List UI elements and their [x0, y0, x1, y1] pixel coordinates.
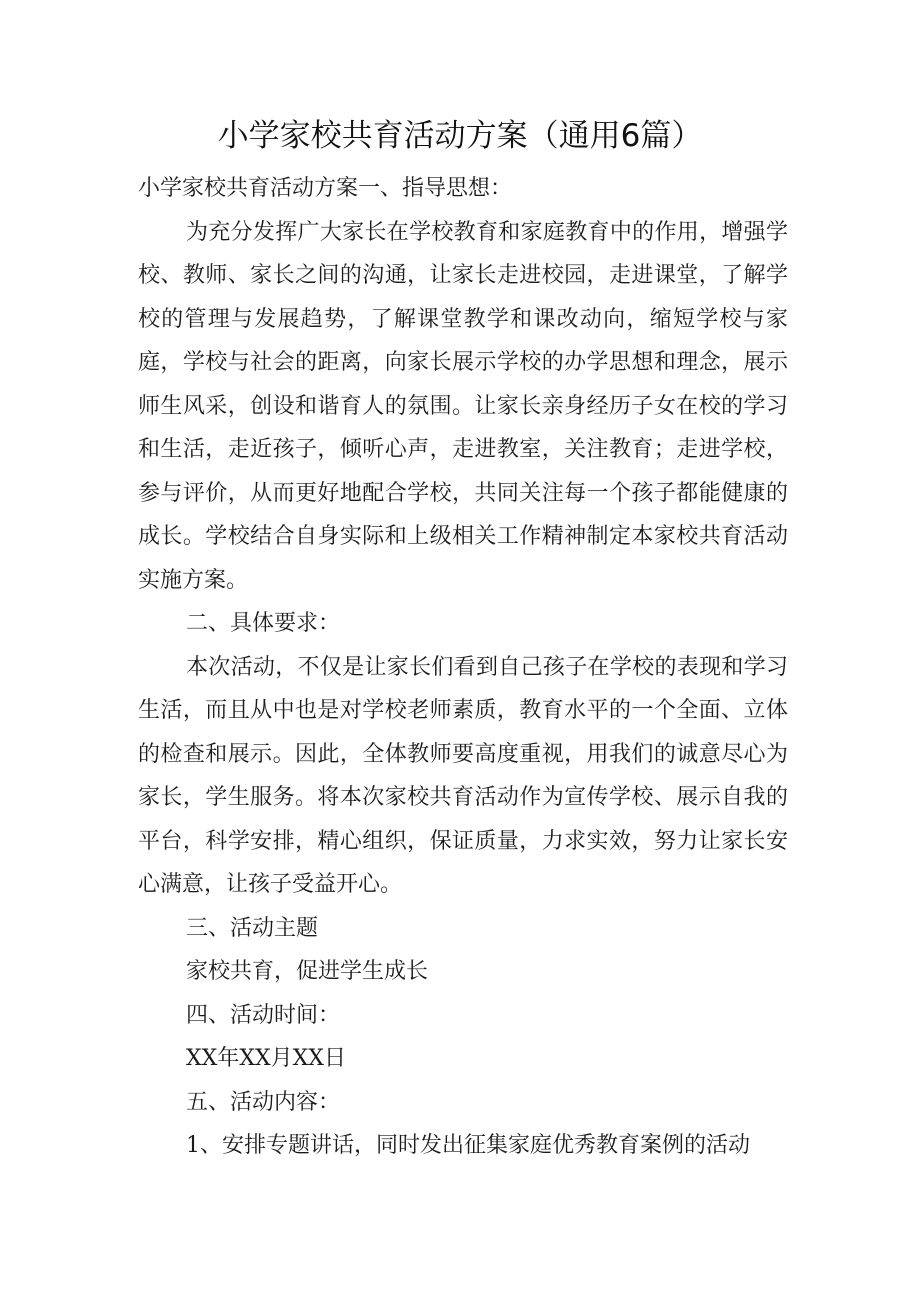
paragraph-intro-heading: 小学家校共育活动方案一、指导思想： — [138, 176, 513, 201]
document-title: 小学家校共育活动方案（通用6篇） — [217, 118, 703, 154]
paragraph-requirements: 本次活动，不仅是让家长们看到自己孩子在学校的表现和学习生活，而且从中也是对学校老师素质，教育水平的一个全面、立体的检查和展示。因此，全体教师要高度重视，用我们的诚意尽心为家长，学生服务。将本次家校共育活动作为宣传学校、展示自我的平台，科学安排，精心组织，保证质量，力求实效，努力让家长安心满意，让孩子受益开心。 — [138, 654, 788, 897]
document-body — [138, 167, 788, 1168]
heading-activity-content: 五、活动内容： — [186, 1089, 341, 1115]
heading-activity-theme: 三、活动主题 — [186, 915, 319, 941]
paragraph-activity-content-item-1: 1、安排专题讲话，同时发出征集家庭优秀教育案例的活动 — [186, 1133, 750, 1158]
paragraph-activity-time: XX年XX月XX日 — [186, 1046, 346, 1071]
paragraph-guiding-thought: 为充分发挥广大家长在学校教育和家庭教育中的作用，增强学校、教师、家长之间的沟通，让家长走进校园，走进课堂，了解学校的管理与发展趋势，了解课堂教学和课改动向，缩短学校与家庭，学校与社会的距离，向家长展示学校的办学思想和理念，展示师生风采，创设和谐育人的氛围。让家长亲身经历子女在校的学习和生活，走近孩子，倾听心声，走进教室，关注教育；走进学校，参与评价，从而更好地配合学校，共同关注每一个孩子都能健康的成长。学校结合自身实际和上级相关工作精神制定本家校共育活动实施方案。 — [138, 219, 788, 593]
heading-activity-time: 四、活动时间： — [186, 1002, 341, 1028]
paragraph-activity-theme: 家校共育，促进学生成长 — [186, 959, 429, 984]
heading-specific-requirements: 二、具体要求： — [186, 611, 341, 636]
